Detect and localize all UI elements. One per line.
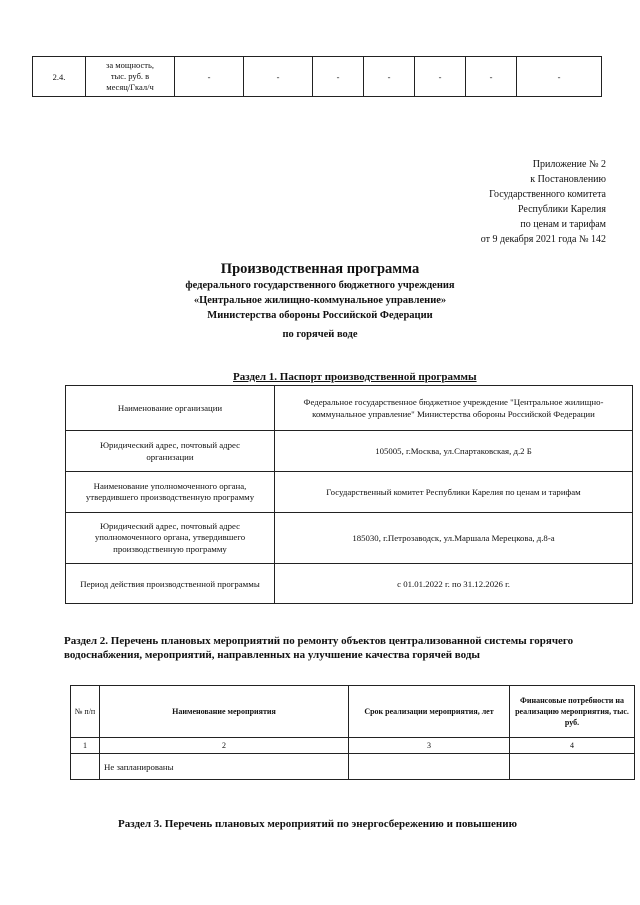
passport-label: Юридический адрес, почтовый адрес уполномоченного органа, утвердившего производственную программу (66, 513, 275, 564)
column-header: № п/п (71, 686, 100, 738)
column-number: 3 (349, 738, 510, 754)
table-row (66, 564, 633, 604)
empty-row-text: Не запланированы (100, 754, 349, 780)
table-cell (349, 754, 510, 780)
passport-label: Наименование организации (66, 386, 275, 431)
table-row (33, 57, 602, 97)
row-number: 2.4. (33, 57, 86, 97)
row-label-line: за мощность, (106, 60, 154, 70)
passport-value: 105005, г.Москва, ул.Спартаковская, д.2 Б (275, 431, 633, 472)
table-cell (510, 754, 635, 780)
table-cell: - (175, 57, 244, 97)
title-line: федерального государственного бюджетного учреждения (185, 280, 455, 291)
column-number: 2 (100, 738, 349, 754)
table-row (71, 754, 635, 780)
table-cell: - (466, 57, 517, 97)
table-cell: - (313, 57, 364, 97)
row-label-line: месяц/Гкал/ч (106, 82, 154, 92)
row-label (86, 57, 175, 97)
row-label-line: тыс. руб. в (110, 71, 150, 81)
appendix-line: от 9 декабря 2021 года № 142 (480, 234, 606, 245)
section2-table (70, 685, 635, 780)
section3-heading: Раздел 3. Перечень плановых мероприятий по энергосбережению и повышению (118, 818, 518, 830)
table-row (66, 472, 633, 513)
section1-heading: Раздел 1. Паспорт производственной программы (233, 371, 477, 383)
top-table-fragment (32, 56, 602, 97)
table-cell: - (244, 57, 313, 97)
table-cell: - (415, 57, 466, 97)
passport-table (65, 385, 633, 604)
appendix-line: Государственного комитета (489, 189, 606, 200)
appendix-line: Республики Карелия (517, 204, 606, 215)
table-header-row (71, 686, 635, 738)
title-main: Производственная программа (220, 261, 420, 277)
appendix-line: Приложение № 2 (532, 159, 606, 170)
table-cell (71, 754, 100, 780)
column-number: 1 (71, 738, 100, 754)
section2-heading: Раздел 2. Перечень плановых мероприятий по ремонту объектов централизованной системы горячего водоснабжения, мероприятий, направленных на улучшение качества горячей воды (64, 635, 574, 661)
appendix-block (481, 157, 606, 247)
table-row (66, 386, 633, 431)
passport-value: 185030, г.Петрозаводск, ул.Маршала Мерецкова, д.8-а (275, 513, 633, 564)
column-header: Наименование мероприятия (100, 686, 349, 738)
column-header: Финансовые потребности на реализацию мероприятия, тыс. руб. (510, 686, 635, 738)
title-line: по горячей воде (282, 329, 358, 340)
column-header: Срок реализации мероприятия, лет (349, 686, 510, 738)
passport-value: Федеральное государственное бюджетное учреждение "Центральное жилищно-коммунальное управление" Министерства обороны Российской Федерации (275, 386, 633, 431)
table-row (71, 738, 635, 754)
title-line: «Центральное жилищно-коммунальное управление» (193, 295, 447, 306)
column-number: 4 (510, 738, 635, 754)
table-cell: - (364, 57, 415, 97)
appendix-line: по ценам и тарифам (520, 219, 606, 230)
table-row (66, 431, 633, 472)
title-line: Министерства обороны Российской Федерации (207, 310, 433, 321)
appendix-line: к Постановлению (530, 174, 606, 185)
table-cell: - (517, 57, 602, 97)
passport-value: с 01.01.2022 г. по 31.12.2026 г. (275, 564, 633, 604)
table-row (66, 513, 633, 564)
document-title (0, 260, 640, 342)
passport-label: Юридический адрес, почтовый адрес организации (66, 431, 275, 472)
passport-label: Наименование уполномоченного органа, утвердившего производственную программу (66, 472, 275, 513)
passport-value: Государственный комитет Республики Карелия по ценам и тарифам (275, 472, 633, 513)
passport-label: Период действия производственной программы (66, 564, 275, 604)
